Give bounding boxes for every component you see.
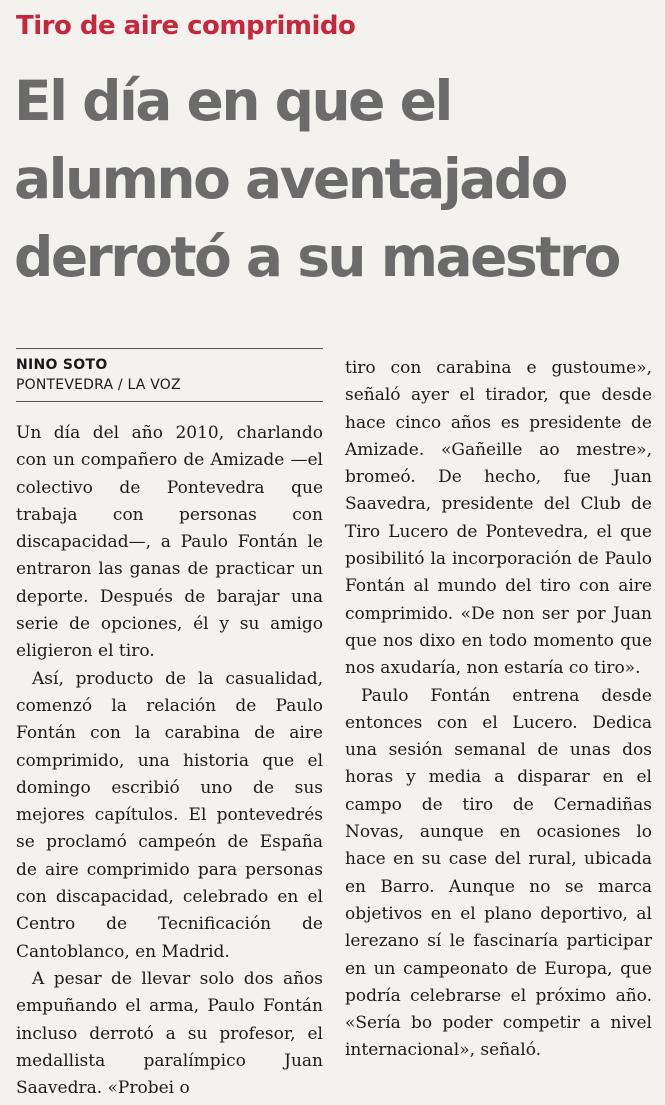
paragraph: tiro con carabina e gustoume», señaló ayer el tirador, que desde hace cinco años es presidente de Amizade. «Gañeille ao mestre», bromeó. De hecho, fue Juan Saavedra, presidente del Club de Tiro Lucero de Pontevedra, el que posibilitó la incorporación de Paulo Fontán al mundo del tiro con aire comprimido. «De non ser por Juan que nos dixo en todo momento que nos axudaría, non estaría co tiro». (345, 358, 652, 679)
byline (16, 348, 323, 402)
paragraph: Un día del año 2010, charlando con un compañero de Amizade —el colectivo de Pontevedra que trabaja con personas con discapacidad—, a Paulo Fontán le entraron las ganas de practicar un deporte. Después de barajar una serie de opciones, él y su amigo eligieron el tiro. (16, 423, 323, 662)
article-column-right (345, 355, 652, 1065)
author-name: NINO SOTO (16, 357, 108, 373)
dateline-location: PONTEVEDRA / LA VOZ (16, 377, 181, 393)
paragraph: Paulo Fontán entrena desde entonces con el Lucero. Dedica una sesión semanal de unas dos horas y media a disparar en el campo de tiro de Cernadiñas Novas, aunque en ocasiones lo hace en su case del rural, ubicada en Barro. Aunque no se marca objetivos en el plano deportivo, al lerezano sí le fascinaría participar en un campeonato de Europa, que podría celebrarse el próximo año. «Sería bo poder competir a nivel internacional», señaló. (345, 685, 652, 1061)
article-column-left (16, 348, 323, 1102)
section-kicker: Tiro de aire comprimido (16, 11, 356, 41)
paragraph: Así, producto de la casualidad, comenzó la relación de Paulo Fontán con la carabina de aire comprimido, una historia que el domingo escribió uno de sus mejores capítulos. El pontevedrés se proclamó campeón de España de aire comprimido para personas con discapacidad, celebrado en el Centro de Tecnificación de Cantoblanco, en Madrid. (16, 668, 323, 962)
article-headline: El día en que el alumno aventajado derrotó a su maestro (14, 69, 619, 289)
paragraph: A pesar de llevar solo dos años empuñando el arma, Paulo Fontán incluso derrotó a su profesor, el medallista paralímpico Juan Saavedra. «Probei o (16, 968, 323, 1099)
